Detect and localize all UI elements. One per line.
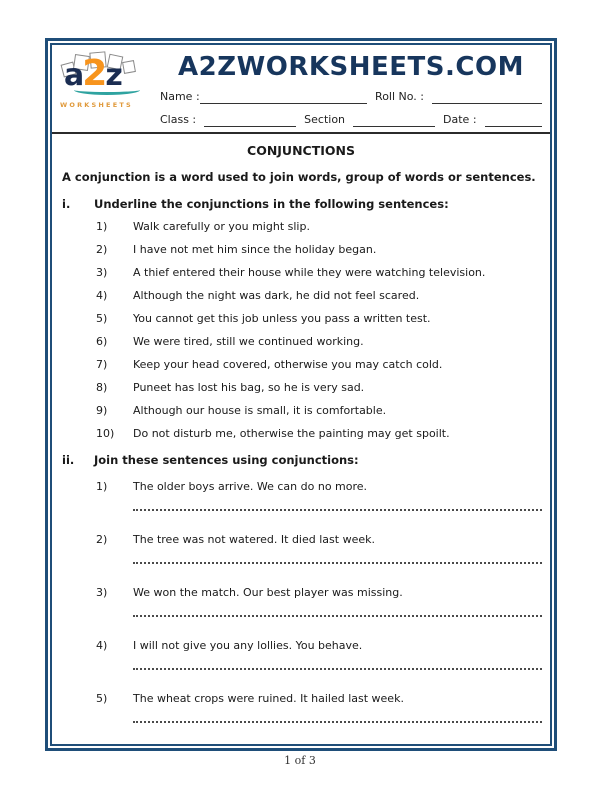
list-item xyxy=(96,289,542,302)
item-text: The wheat crops were ruined. It hailed last week. xyxy=(133,692,404,705)
roll-blank-line xyxy=(432,92,542,104)
item-number: 9) xyxy=(96,404,108,417)
roll-label: Roll No. : xyxy=(375,90,424,103)
item-number: 8) xyxy=(96,381,108,394)
date-blank-line xyxy=(485,115,542,127)
class-label: Class : xyxy=(160,113,197,126)
name-roll-row xyxy=(160,90,542,104)
section-i-items xyxy=(96,220,542,440)
worksheet-title: CONJUNCTIONS xyxy=(247,143,355,158)
item-text: Do not disturb me, otherwise the painting may get spoilt. xyxy=(133,427,450,440)
list-item xyxy=(96,358,542,371)
page-border xyxy=(45,38,557,751)
item-text: The tree was not watered. It died last week. xyxy=(133,533,375,546)
header-right xyxy=(156,51,542,127)
list-item xyxy=(96,312,542,325)
worksheet-intro: A conjunction is a word used to join words, group of words or sentences. xyxy=(62,170,536,184)
worksheet-header xyxy=(52,45,550,132)
list-item xyxy=(96,266,542,279)
section-label: Section xyxy=(304,113,346,126)
answer-line xyxy=(133,615,542,617)
section-i-heading xyxy=(60,197,542,211)
item-number: 1) xyxy=(96,220,108,233)
logo-swoosh-icon xyxy=(74,85,140,95)
class-section-date-row xyxy=(160,113,542,127)
worksheet-body xyxy=(52,134,550,723)
logo-paper-icon xyxy=(122,60,136,74)
item-text: Keep your head covered, otherwise you may catch cold. xyxy=(133,358,443,371)
item-number: 6) xyxy=(96,335,108,348)
logo-letter-2: 2 xyxy=(82,53,106,94)
item-number: 3) xyxy=(96,586,108,599)
section-ii-heading xyxy=(60,453,542,467)
site-title: A2ZWORKSHEETS.COM xyxy=(178,52,524,82)
name-blank-line xyxy=(200,92,367,104)
item-text: Although the night was dark, he did not feel scared. xyxy=(133,289,420,302)
section-i-title: Underline the conjunctions in the following sentences: xyxy=(94,197,449,211)
section-ii-items xyxy=(96,480,542,723)
item-number: 2) xyxy=(96,533,108,546)
item-text: We were tired, still we continued working. xyxy=(133,335,364,348)
section-blank-line xyxy=(353,115,435,127)
item-number: 4) xyxy=(96,639,108,652)
a2z-logo xyxy=(58,51,156,113)
item-number: 5) xyxy=(96,692,108,705)
item-text: You cannot get this job unless you pass a written test. xyxy=(133,312,431,325)
item-number: 10) xyxy=(96,427,115,440)
item-text: Walk carefully or you might slip. xyxy=(133,220,310,233)
item-text: Puneet has lost his bag, so he is very sad. xyxy=(133,381,365,394)
answer-line xyxy=(133,562,542,564)
list-item xyxy=(96,533,542,546)
item-text: A thief entered their house while they were watching television. xyxy=(133,266,486,279)
item-text: We won the match. Our best player was missing. xyxy=(133,586,403,599)
list-item xyxy=(96,404,542,417)
item-number: 4) xyxy=(96,289,108,302)
list-item xyxy=(96,639,542,652)
answer-line xyxy=(133,668,542,670)
item-text: Although our house is small, it is comfortable. xyxy=(133,404,387,417)
logo-subtext: WORKSHEETS xyxy=(60,101,133,109)
page-inner-border xyxy=(50,43,552,746)
page-number: 1 of 3 xyxy=(284,754,316,767)
section-i-numeral: i. xyxy=(62,197,71,211)
item-number: 5) xyxy=(96,312,108,325)
item-number: 2) xyxy=(96,243,108,256)
answer-line xyxy=(133,509,542,511)
list-item xyxy=(96,692,542,705)
list-item xyxy=(96,586,542,599)
item-number: 7) xyxy=(96,358,108,371)
class-blank-line xyxy=(204,115,296,127)
list-item xyxy=(96,480,542,493)
item-text: I have not met him since the holiday began. xyxy=(133,243,377,256)
list-item-with-answer xyxy=(96,639,542,670)
answer-line xyxy=(133,721,542,723)
section-ii-numeral: ii. xyxy=(62,453,75,467)
item-number: 1) xyxy=(96,480,108,493)
list-item xyxy=(96,381,542,394)
list-item xyxy=(96,335,542,348)
list-item xyxy=(96,427,542,440)
list-item-with-answer xyxy=(96,586,542,617)
name-label: Name : xyxy=(160,90,200,103)
list-item-with-answer xyxy=(96,692,542,723)
date-label: Date : xyxy=(443,113,477,126)
item-text: The older boys arrive. We can do no more. xyxy=(133,480,368,493)
list-item xyxy=(96,220,542,233)
list-item-with-answer xyxy=(96,533,542,564)
logo-letter-a: a xyxy=(64,58,83,93)
item-text: I will not give you any lollies. You behave. xyxy=(133,639,363,652)
list-item xyxy=(96,243,542,256)
logo-letter-z: z xyxy=(105,58,121,93)
section-ii-title: Join these sentences using conjunctions: xyxy=(94,453,359,467)
list-item-with-answer xyxy=(96,480,542,511)
item-number: 3) xyxy=(96,266,108,279)
